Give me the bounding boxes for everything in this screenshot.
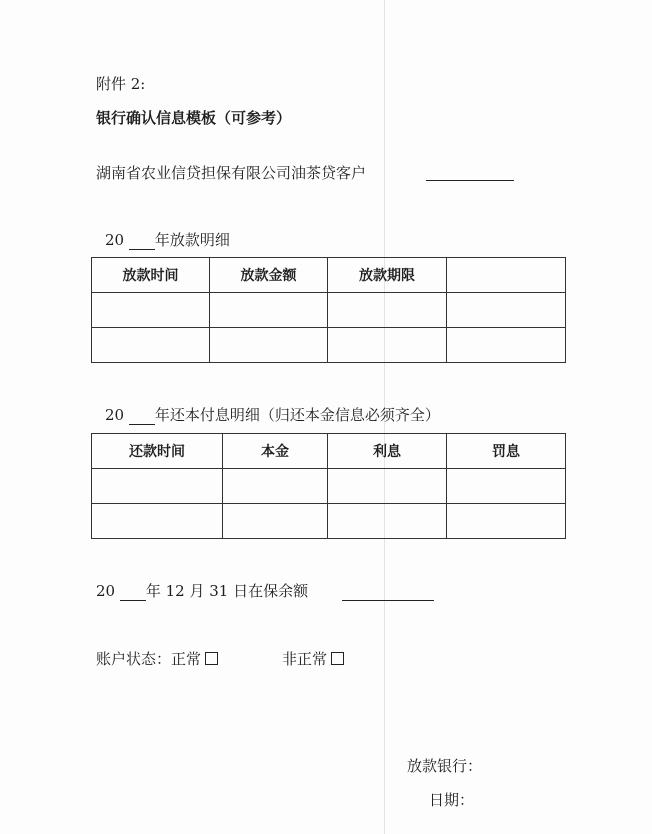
table-cell[interactable] (328, 469, 447, 504)
normal-checkbox[interactable] (205, 652, 218, 665)
loan-table (91, 257, 566, 363)
header-principal: 本金 (223, 434, 328, 469)
table-cell[interactable] (447, 293, 566, 328)
table-cell[interactable] (210, 328, 328, 363)
repay-table (91, 433, 566, 539)
loan-year-prefix: 20 (105, 231, 125, 249)
header-interest: 利息 (328, 434, 447, 469)
table-cell[interactable] (92, 469, 223, 504)
option-normal-label: 正常 (171, 650, 202, 668)
balance-year-blank[interactable] (120, 585, 146, 601)
table-cell[interactable] (328, 504, 447, 539)
attachment-label: 附件 2: (96, 75, 146, 93)
table-row (92, 328, 566, 363)
abnormal-checkbox[interactable] (331, 652, 344, 665)
header-loan-term: 放款期限 (328, 258, 447, 293)
table-row (92, 504, 566, 539)
balance-label: 年 12 月 31 日在保余额 (145, 582, 309, 600)
header-repay-time: 还款时间 (92, 434, 223, 469)
account-status-row-2 (282, 649, 344, 669)
date-label: 日期： (429, 791, 475, 809)
table-cell[interactable] (92, 293, 210, 328)
table-cell[interactable] (92, 328, 210, 363)
table-header-row (92, 258, 566, 293)
table-row (92, 469, 566, 504)
header-empty (447, 258, 566, 293)
repay-year-blank[interactable] (129, 409, 155, 425)
repay-section-heading (105, 405, 440, 425)
loan-section-label: 年放款明细 (154, 231, 230, 249)
table-cell[interactable] (223, 469, 328, 504)
table-cell[interactable] (328, 293, 447, 328)
table-row (92, 293, 566, 328)
balance-amount-blank[interactable] (342, 600, 434, 601)
repay-year-prefix: 20 (105, 406, 125, 424)
table-cell[interactable] (447, 328, 566, 363)
loan-section-heading (105, 230, 230, 250)
header-loan-time: 放款时间 (92, 258, 210, 293)
table-cell[interactable] (447, 469, 566, 504)
table-cell[interactable] (447, 504, 566, 539)
customer-name-blank[interactable] (426, 180, 514, 181)
customer-label: 湖南省农业信贷担保有限公司油茶贷客户 (96, 164, 367, 182)
repay-section-label: 年还本付息明细（归还本金信息必须齐全） (154, 406, 440, 424)
page-title: 银行确认信息模板（可参考） (96, 109, 292, 127)
header-penalty-interest: 罚息 (447, 434, 566, 469)
table-cell[interactable] (328, 328, 447, 363)
balance-line (96, 581, 308, 601)
table-cell[interactable] (223, 504, 328, 539)
balance-year-prefix: 20 (96, 582, 116, 600)
header-loan-amount: 放款金额 (210, 258, 328, 293)
loan-year-blank[interactable] (129, 234, 155, 250)
table-cell[interactable] (210, 293, 328, 328)
table-header-row (92, 434, 566, 469)
bank-label: 放款银行： (407, 757, 483, 775)
account-status-label: 账户状态： (96, 650, 172, 668)
option-abnormal-label: 非正常 (282, 650, 328, 668)
account-status-row (96, 649, 218, 669)
table-cell[interactable] (92, 504, 223, 539)
